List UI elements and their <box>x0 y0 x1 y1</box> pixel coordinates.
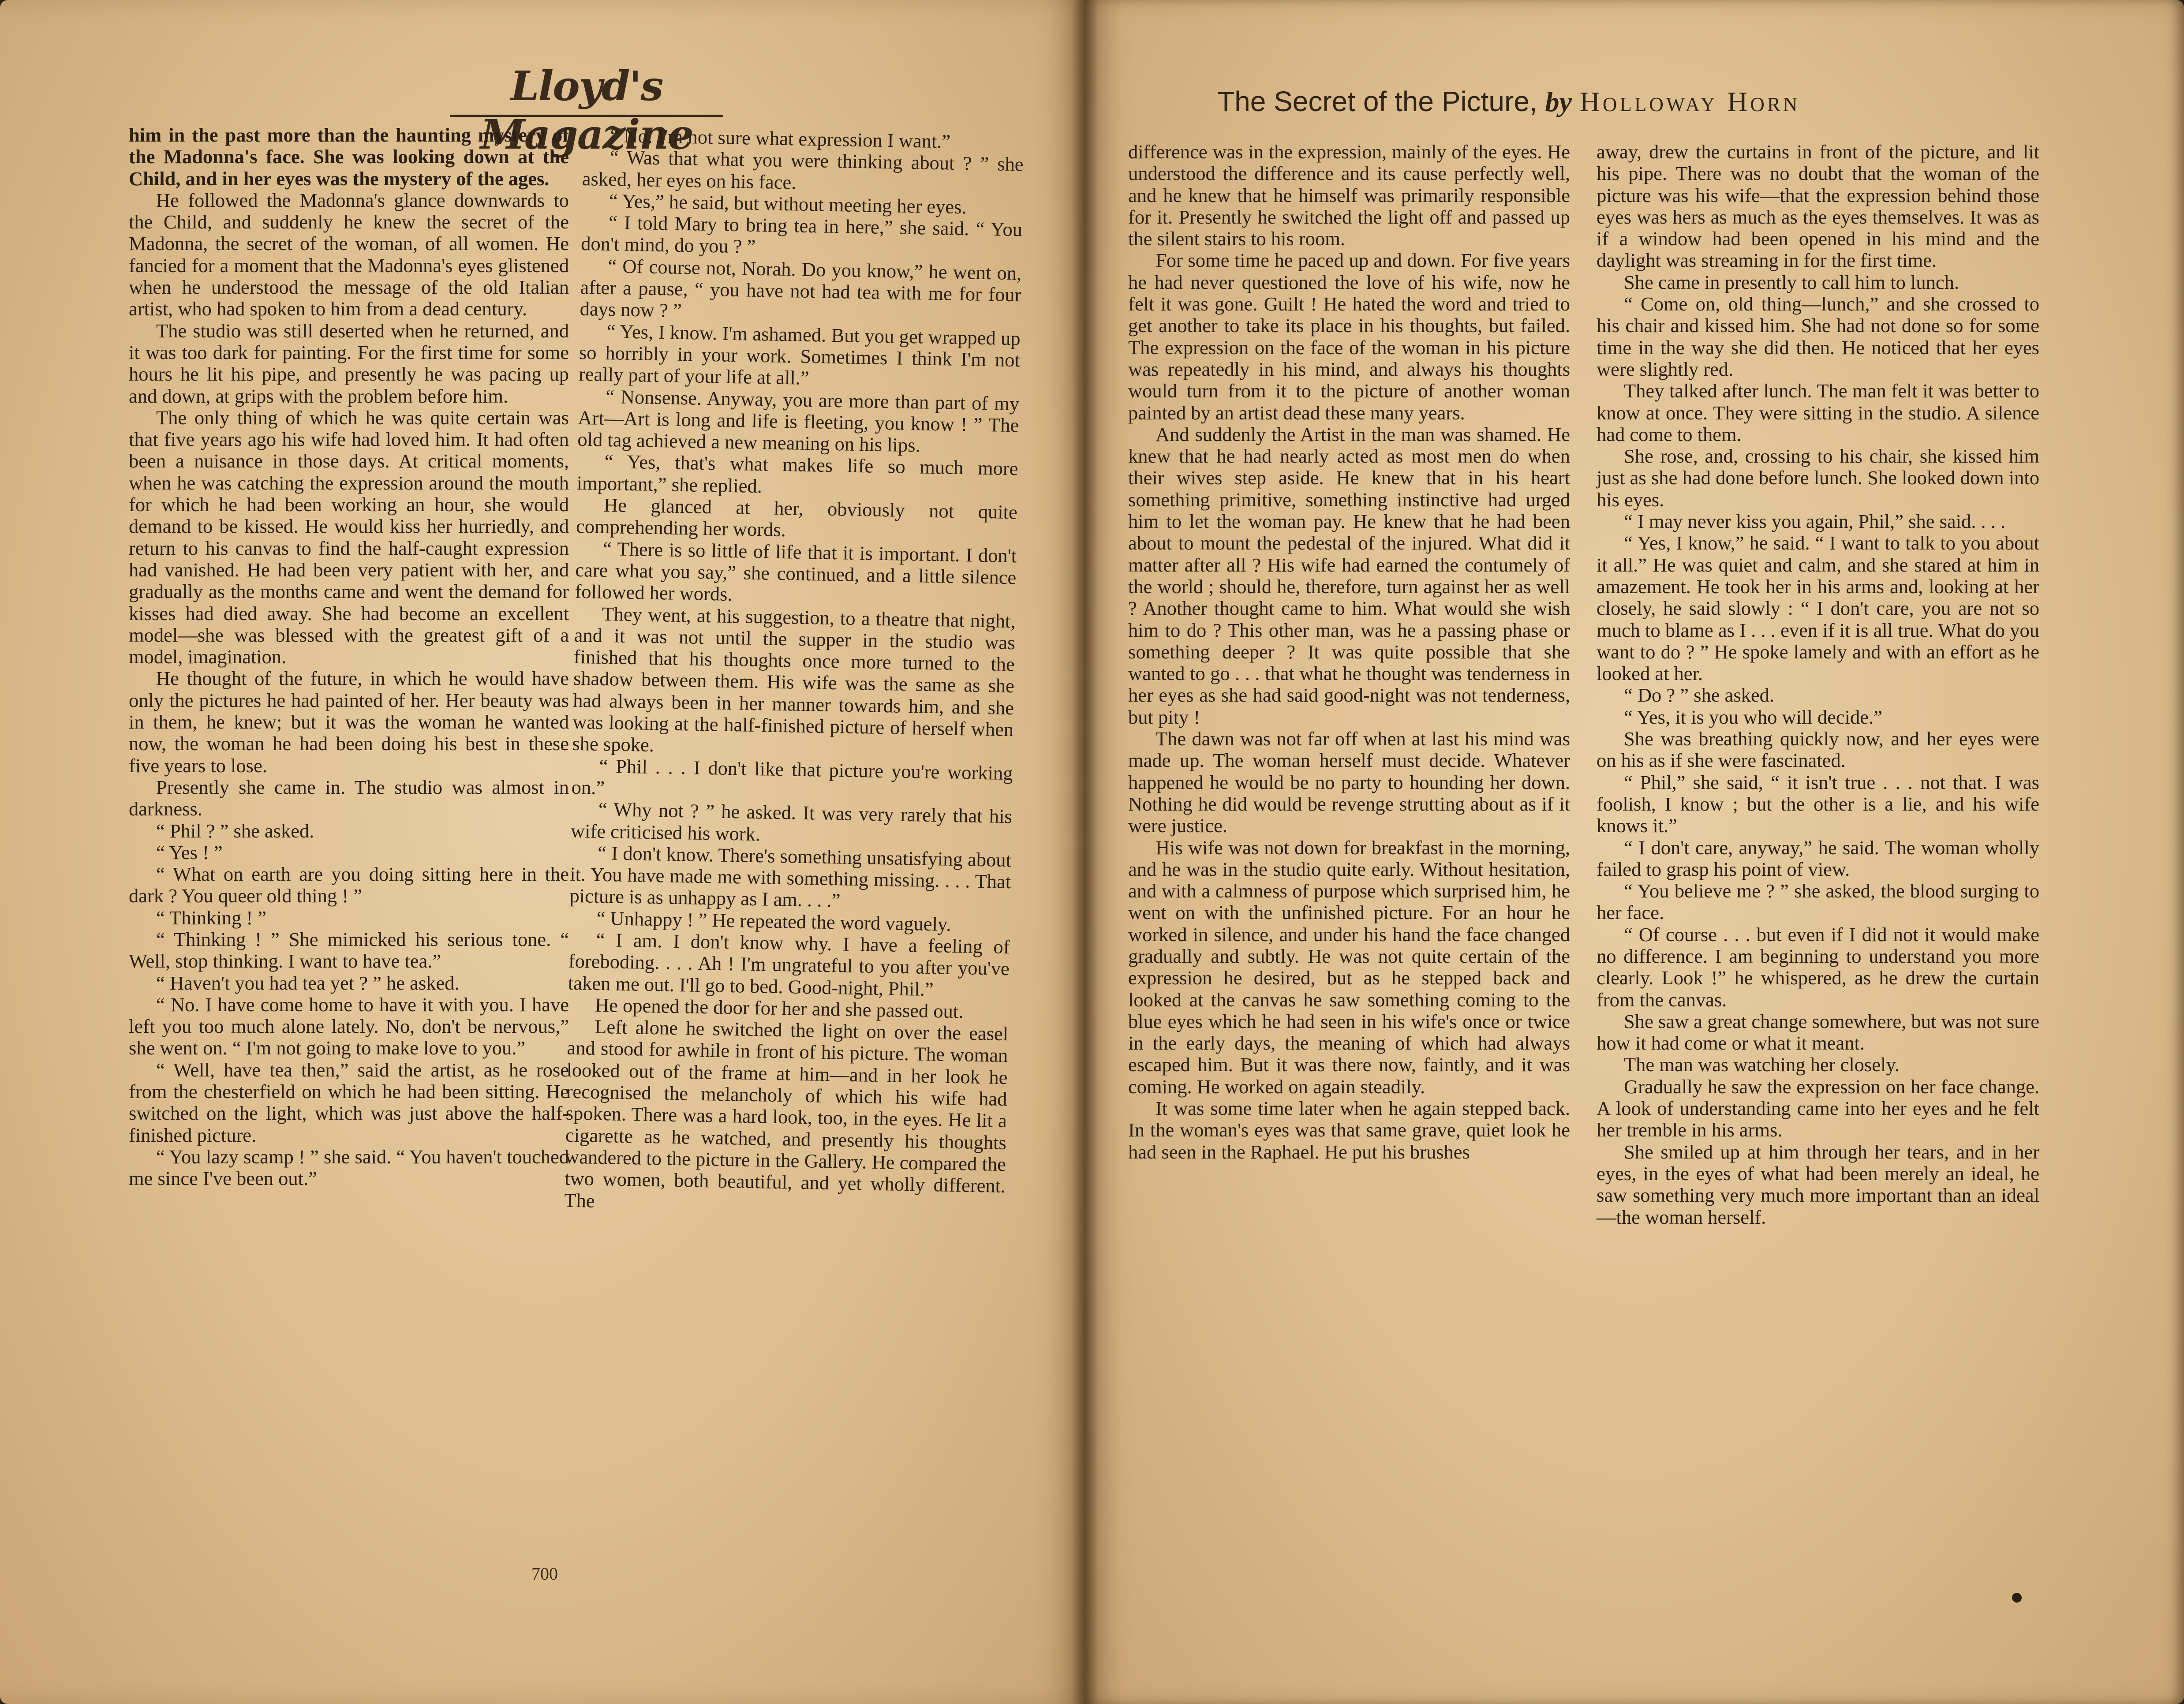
paragraph: “ Of course not, Norah. Do you know,” he went on, after a pause, “ you have not had tea with me for four days now ? ” <box>580 254 1022 322</box>
paragraph: “ Phil . . . I don't like that picture you're working on.” <box>571 755 1013 799</box>
paragraph: “ You lazy scamp ! ” she said. “ You haven't touched me since I've been out.” <box>129 1145 569 1190</box>
paragraph: “ Phil,” she said, “ it isn't true . . . not that. I was foolish, I know ; but the other is a lie, and his wife knows it.” <box>1597 771 2039 837</box>
running-head <box>1217 79 1967 123</box>
paragraph: “ Was that what you were thinking about ? ” she asked, her eyes on his face. <box>582 146 1024 194</box>
paragraph: He followed the Madonna's glance downwards to the Child, and suddenly he knew the secret of the Madonna, the secret of the woman, of all women. He fancied for a moment that the Madonna's eyes glistened when he understood the message of the old Italian artist, who had spoken to him from a dead century. <box>129 189 569 320</box>
paragraph: “ Of course . . . but even if I did not it would make no difference. I am beginning to understand you more clearly. Look !” he whispered, as he drew the curtain from the canvas. <box>1597 923 2039 1011</box>
paragraph: “ No. I'm not sure what expression I want.” <box>610 124 951 153</box>
paragraph: His wife was not down for breakfast in the morning, and he was in the studio quite early. Without hesitation, and with a calmness of purpose which surprised him, he went on with the unfinished picture. For an hour he worked in silence, and under his hand the face changed gradually and subtly. He was not quite certain of the expression he desired, but as he stepped back and looked at the canvas he saw something coming to the blue eyes which he had seen in his wife's once or twice in the early days, the meaning of which had always escaped him. But it was there now, faintly, and it was coming. He worked on again steadily. <box>1128 836 1570 1098</box>
paragraph: It was some time later when he again stepped back. In the woman's eyes was that same grave, quiet look he had seen in the Raphael. He put his brushes <box>1128 1097 1570 1163</box>
paragraph: “ Do ? ” she asked. <box>1624 684 1775 706</box>
paragraph: “ I don't know. There's something unsatisfying about it. You have made me with something missing. . . . That picture is as unhappy as I am. . . .” <box>569 841 1012 912</box>
paragraph: “ I told Mary to bring tea in here,” she said. “ You don't mind, do you ? ” <box>580 211 1023 258</box>
paragraph: “ No. I have come home to have it with you. I have left you too much alone lately. No, don't be nervous,” she went on. “ I'm not going to make love to you.” <box>129 993 569 1059</box>
paragraph: “ Yes, that's what makes life so much more important,” she replied. <box>576 450 1018 497</box>
paragraph: He opened the door for her and she passed out. <box>595 994 964 1023</box>
paragraph: “ Yes,” he said, but without meeting her eyes. <box>609 189 967 218</box>
paragraph: “ Haven't you had tea yet ? ” he asked. <box>156 972 460 994</box>
column-1 <box>129 124 569 1190</box>
paragraph: She saw a great change somewhere, but was not sure how it had come or what it meant. <box>1597 1010 2039 1054</box>
paragraph: And suddenly the Artist in the man was shamed. He knew that he had nearly acted as most men do when their wives step aside. He knew that in his heart something primitive, something instinctive had urged him to let the woman pay. He knew that he had been about to mount the pedestal of the injured. What did it matter after all ? His wife had earned the contumely of the world ; should he, therefore, turn against her as well ? Another thought came to him. What would she wish him to do ? This other man, was he a passing phase or something deeper ? It was quite possible that she wanted to go . . . that what he thought was tenderness in her eyes as she had said good-night was not tenderness, but pity ! <box>1128 423 1570 728</box>
paragraph: “ Thinking ! ” <box>156 906 267 929</box>
paragraph: “ There is so little of life that it is important. I don't care what you say,” she continued, and a little silence followed her words. <box>575 537 1017 605</box>
paragraph: For some time he paced up and down. For five years he had never questioned the love of his wife, now he felt it was gone. Guilt ! He hated the word and tried to get another to take its place in his thoughts, but failed. The expression on the face of the woman in his picture was repeatedly in his mind, and always his thoughts would turn from it to the picture of another woman painted by an artist dead these many years. <box>1128 249 1570 424</box>
paragraph: “ Thinking ! ” She mimicked his serious tone. “ Well, stop thinking. I want to have tea.” <box>129 928 569 972</box>
column-3 <box>1128 141 1570 1163</box>
paragraph: “ Yes, it is you who will decide.” <box>1624 706 1882 728</box>
paragraph: The man was watching her closely. <box>1624 1054 1900 1076</box>
page-number-left: 700 <box>531 1564 558 1584</box>
paragraph: Presently she came in. The studio was almost in darkness. <box>129 776 569 820</box>
paragraph: “ You believe me ? ” she asked, the blood surging to her face. <box>1597 880 2039 924</box>
paragraph: him in the past more than the haunting mystery of the Madonna's face. She was looking down at the Child, and in her eyes was the mystery of the ages. <box>129 124 569 190</box>
paragraph: “ I may never kiss you again, Phil,” she said. . . . <box>1624 510 2006 533</box>
column-4 <box>1597 141 2039 1228</box>
paragraph: difference was in the expression, mainly of the eyes. He understood the difference and its cause perfectly well, and he knew that he himself was primarily responsible for it. Presently he switched the light off and passed up the silent stairs to his room. <box>1128 141 1570 250</box>
magazine-masthead: Lloyd's Magazine <box>450 62 723 117</box>
byline-by: by <box>1545 86 1572 117</box>
paragraph: “ Yes ! ” <box>156 841 223 863</box>
paragraph: “ I don't care, anyway,” he said. The woman wholly failed to grasp his point of view. <box>1597 836 2039 880</box>
paragraph: Gradually he saw the expression on her face change. A look of understanding came into her eyes and he felt her tremble in his arms. <box>1597 1075 2039 1141</box>
story-title: The Secret of the Picture, <box>1217 86 1537 117</box>
paragraph: away, drew the curtains in front of the picture, and lit his pipe. There was no doubt that the woman of the picture was his wife—that the expression behind those eyes was hers as much as the eyes themselves. It was as if a window had been opened in his mind and the daylight was streaming in for the first time. <box>1597 141 2039 272</box>
paragraph: “ I am. I don't know why. I have a feeling of foreboding. . . . Ah ! I'm ungrateful to you after you've taken me out. I'll go to bed. Good-night, Phil.” <box>568 928 1010 1000</box>
paragraph: “ Phil ? ” she asked. <box>156 819 314 842</box>
paragraph: They went, at his suggestion, to a theatre that night, and it was not until the supper in the studio was finished that his thoughts once more turned to the shadow between them. His wife was the same as she had always been in her manner towards him, and she was looking at the half-finished picture of herself when she spoke. <box>572 602 1016 756</box>
paragraph: The studio was still deserted when he returned, and it was too dark for painting. For the first time for some hours he lit his pipe, and presently he was pacing up and down, at grips with the problem before him. <box>129 319 569 407</box>
paragraph: He thought of the future, in which he would have only the pictures he had painted of her. Her beauty was in them, he knew; but it was the woman he wanted now, the woman he had been doing his best in these five years to lose. <box>129 667 569 777</box>
ink-dot <box>2012 1593 2022 1603</box>
paragraph: “ Why not ? ” he asked. It was very rarely that his wife criticised his work. <box>570 798 1013 845</box>
paragraph: “ Yes, I know. I'm ashamed. But you get wrapped up so horribly in your work. Sometimes I think I'm not really part of your life at all.” <box>578 320 1021 389</box>
paragraph: She came in presently to call him to lunch. <box>1624 271 1960 293</box>
paragraph: “ Unhappy ! ” He repeated the word vaguely. <box>596 907 951 935</box>
paragraph: The only thing of which he was quite certain was that five years ago his wife had loved him. It had often been a nuisance in those days. At critical moments, when he was catching the expression around the mouth for which he had been working an hour, she would demand to be kissed. He would kiss her hurriedly, and return to his canvas to find the half-caught expression had vanished. He had been very patient with her, and gradually as the months came and went the demand for kisses had died away. She had become an excellent model—she was blessed with the greatest gift of a model, imagination. <box>129 406 569 668</box>
book-gutter <box>1072 0 1098 1704</box>
author-name: Holloway Horn <box>1579 86 1800 117</box>
paragraph: “ Yes, I know,” he said. “ I want to talk to you about it all.” He was quiet and calm, and she stared at him in amazement. He took her in his arms and, looking at her closely, he said slowly : “ I don't care, you are not so much to blame as I . . . even if it is all true. What do you want to do ? ” He spoke lamely and with an effort as he looked at her. <box>1597 532 2039 685</box>
paragraph: She smiled up at him through her tears, and in her eyes, in the eyes of what had been merely an ideal, he saw something very much more important than an ideal—the woman herself. <box>1597 1140 2039 1228</box>
left-page <box>0 0 1084 1704</box>
paragraph: “ Come on, old thing—lunch,” and she crossed to his chair and kissed him. She had not done so for some time in the way she did then. He noticed that her eyes were slightly red. <box>1597 293 2039 380</box>
column-2 <box>564 124 1024 1219</box>
paragraph: They talked after lunch. The man felt it was better to know at once. They were sitting in the studio. A silence had come to them. <box>1597 380 2039 445</box>
paragraph: “ Well, have tea then,” said the artist, as he rose from the chesterfield on which he had been sitting. He switched on the light, which was just above the half-finished picture. <box>129 1058 569 1146</box>
paragraph: Left alone he switched the light on over the easel and stood for awhile in front of his picture. The woman looked out of the frame at him—and in her look he recognised the melancholy of which his wife had spoken. There was a hard look, too, in the eyes. He lit a cigarette as he watched, and presently his thoughts wandered to the picture in the Gallery. He compared the two women, both beautiful, and yet wholly different. The <box>564 1015 1009 1212</box>
paragraph: She was breathing quickly now, and her eyes were on his as if she were fascinated. <box>1597 728 2039 772</box>
paragraph: She rose, and, crossing to his chair, she kissed him just as she had done before lunch. She looked down into his eyes. <box>1597 445 2039 511</box>
paragraph: “ Nonsense. Anyway, you are more than part of my Art—Art is long and life is fleeting, you know ! ” The old tag achieved a new meaning on his lips. <box>577 385 1020 456</box>
paragraph: “ What on earth are you doing sitting here in the dark ? You queer old thing ! ” <box>129 863 569 907</box>
paragraph: The dawn was not far off when at last his mind was made up. The woman herself must decide. Whatever happened he would be no party to hounding her down. Nothing he did would be revenge strutting about as if it were justice. <box>1128 728 1570 837</box>
paragraph: He glanced at her, obviously not quite comprehending her words. <box>576 494 1018 541</box>
